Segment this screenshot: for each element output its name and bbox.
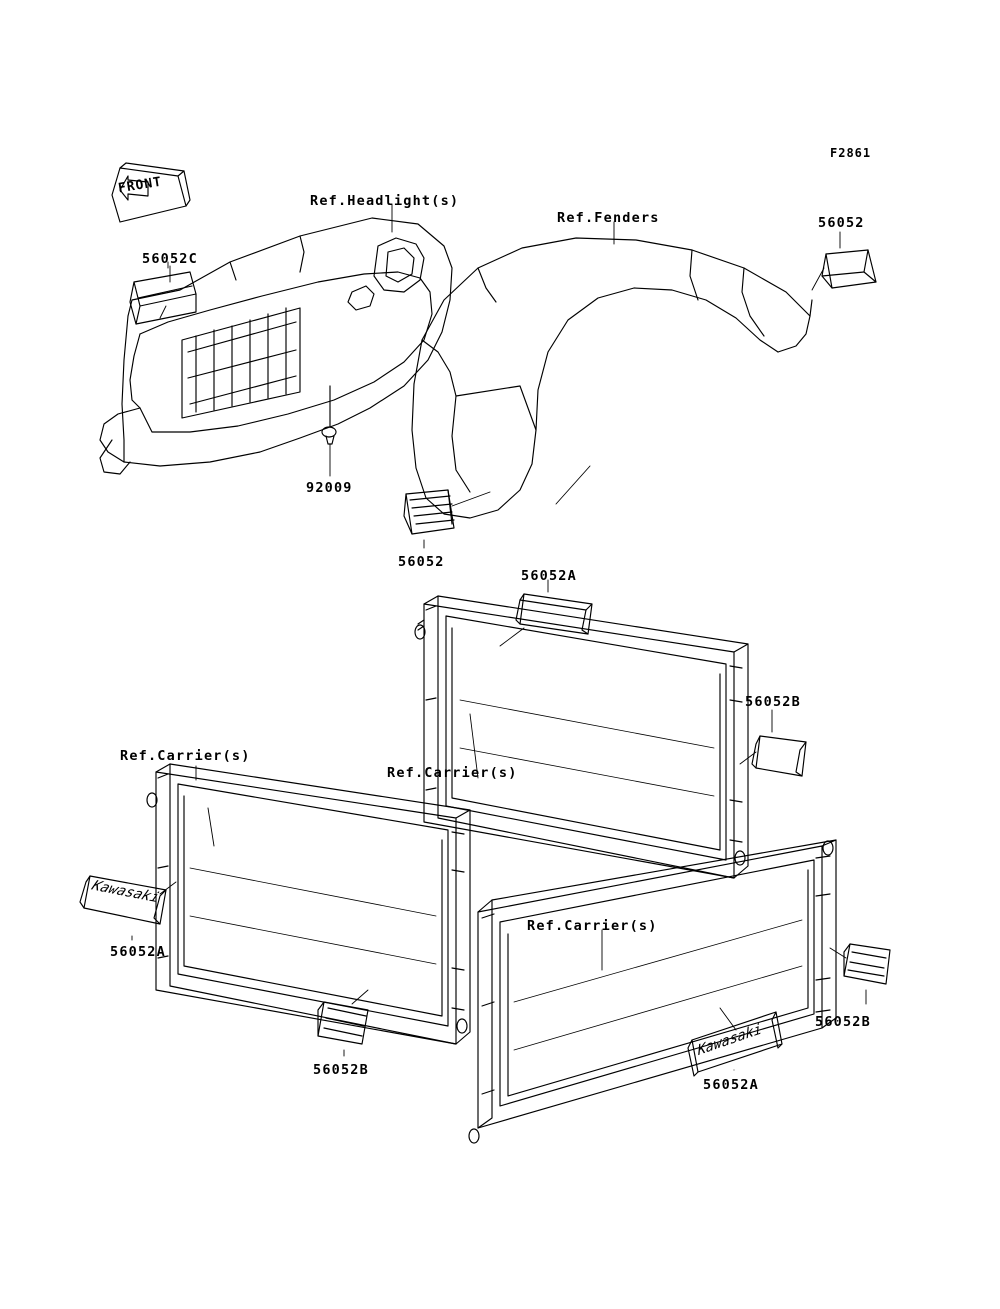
carrier-panel-bottom-right [469, 840, 836, 1143]
label-part-56052A-left: 56052A [110, 944, 166, 960]
label-part-56052C: 56052C [142, 251, 198, 267]
carrier-panel-upper [415, 596, 748, 878]
label-ref-carriers-left: Ref.Carrier(s) [120, 748, 251, 764]
rear-fender-assembly [412, 238, 812, 518]
decal-56052-top-right [822, 250, 876, 288]
label-part-56052B-left: 56052B [313, 1062, 369, 1078]
kawasaki-decal-bottom-text: Kawasaki [697, 1020, 763, 1060]
label-part-56052-middle: 56052 [398, 554, 445, 570]
label-ref-carriers-upper: Ref.Carrier(s) [387, 765, 518, 781]
label-ref-carriers-bottom: Ref.Carrier(s) [527, 918, 658, 934]
label-part-56052A-upper: 56052A [521, 568, 577, 584]
screw-92009 [322, 386, 336, 444]
figure-code: F2861 [830, 146, 872, 160]
decal-56052-middle [404, 490, 454, 534]
decal-56052B-right [752, 736, 806, 776]
label-ref-fenders: Ref.Fenders [557, 210, 660, 226]
label-part-56052B-lower-right: 56052B [815, 1014, 871, 1030]
label-part-56052-top: 56052 [818, 215, 865, 231]
front-label: FRONT [117, 174, 164, 197]
label-part-92009: 92009 [306, 480, 353, 496]
decal-56052B-lower-left [318, 1002, 368, 1044]
label-part-56052A-bottom: 56052A [703, 1077, 759, 1093]
label-ref-headlights: Ref.Headlight(s) [310, 193, 460, 209]
decal-56052B-bottom-right [844, 944, 890, 984]
carrier-panel-left [147, 764, 470, 1044]
decal-56052C [130, 272, 196, 324]
label-part-56052B-right: 56052B [745, 694, 801, 710]
kawasaki-decal-left-text: Kawasaki [89, 878, 163, 906]
